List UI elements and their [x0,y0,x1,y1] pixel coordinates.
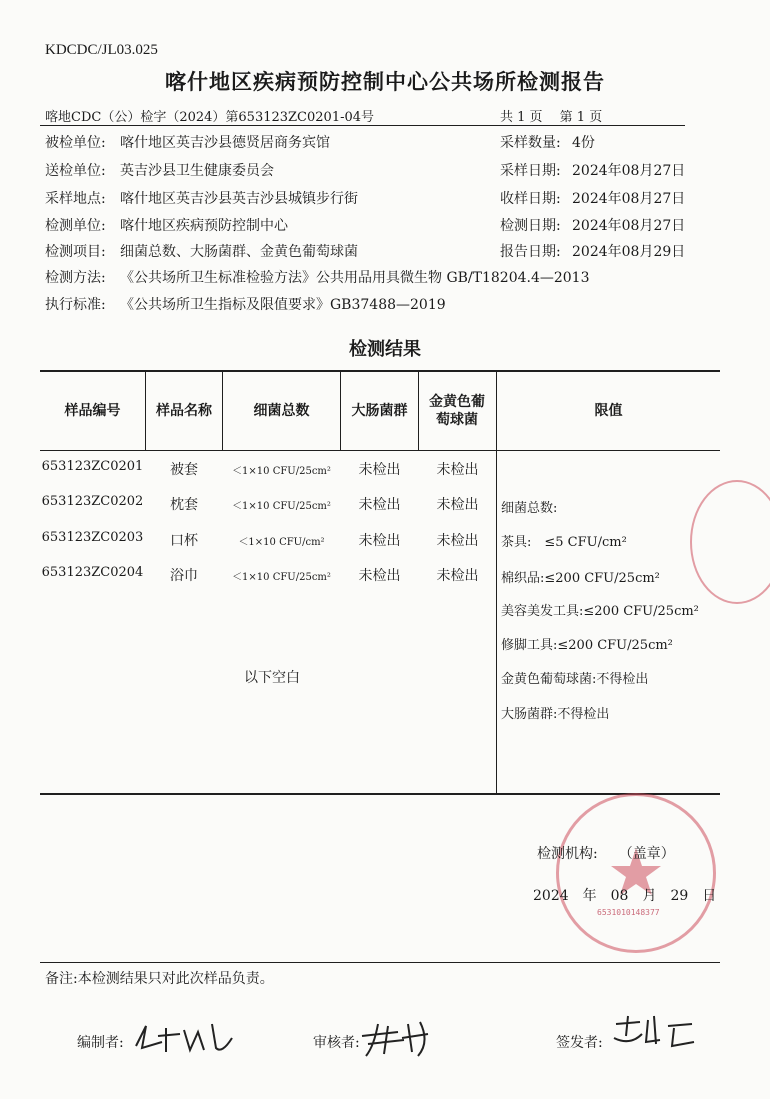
report-title: 喀什地区疾病预防控制中心公共场所检测报告 [165,69,605,94]
inspected-unit-value: 喀什地区英吉沙县德贤居商务宾馆 [120,135,330,151]
sample-count-value: 4份 [572,135,595,151]
seal-star-icon [559,796,713,950]
limit-item: 金黄色葡萄球菌:不得检出 [501,672,649,687]
standard-label: 执行标准: [45,297,106,313]
page-count: 共 1 页 第 1 页 [500,110,603,125]
limit-item: 茶具: ≤5 CFU/cm² [501,535,627,550]
limit-item: 修脚工具:≤200 CFU/25cm² [501,638,673,653]
sample-id: 653123ZC0203 [41,530,144,545]
header-coliform: 大肠菌群 [351,402,408,419]
test-date-label: 检测日期: [500,218,561,234]
blank-below-note: 以下空白 [244,670,300,686]
issuer-signature [610,1012,700,1056]
col-divider [418,371,419,451]
total-bacteria: ＜1×10 CFU/25cm² [232,572,331,583]
sampling-site-label: 采样地点: [45,191,106,207]
sampling-date-label: 采样日期: [500,163,561,179]
footnote: 备注:本检测结果只对此次样品负责。 [45,971,274,987]
seam-seal [690,480,770,604]
staph-result: 未检出 [436,533,479,549]
report-number: 喀地CDC（公）检字（2024）第653123ZC0201-04号 [45,110,375,125]
sample-name: 枕套 [170,497,198,513]
compiler-signature [132,1018,242,1058]
submitting-unit-label: 送检单位: [45,163,106,179]
total-bacteria: ＜1×10 CFU/cm² [238,537,325,548]
total-bacteria: ＜1×10 CFU/25cm² [232,501,331,512]
footer-divider [40,962,720,963]
testing-unit-value: 喀什地区疾病预防控制中心 [120,218,288,234]
coliform-result: 未检出 [358,462,401,478]
limit-item: 美容美发工具:≤200 CFU/25cm² [501,604,699,619]
sample-id: 653123ZC0204 [41,565,144,580]
standard-value: 《公共场所卫生指标及限值要求》GB37488—2019 [120,297,446,313]
report-date-value: 2024年08月29日 [572,244,686,260]
seal-number: 6531010148377 [597,908,660,917]
header-total-bacteria: 细菌总数 [253,402,310,419]
compiler-label: 编制者: [77,1035,124,1051]
coliform-result: 未检出 [358,533,401,549]
results-title: 检测结果 [349,339,421,360]
sampling-date-value: 2024年08月27日 [572,163,686,179]
sample-count-label: 采样数量: [500,135,561,151]
issuer-label: 签发者: [556,1035,603,1051]
table-header-border [40,450,720,451]
coliform-result: 未检出 [358,497,401,513]
header-sample-id: 样品编号 [64,402,121,419]
sampling-site-value: 喀什地区英吉沙县英吉沙县城镇步行街 [120,191,358,207]
header-sample-name: 样品名称 [156,402,212,419]
limit-item: 大肠菌群:不得检出 [501,707,610,722]
reviewer-signature [358,1016,438,1060]
method-value: 《公共场所卫生标准检验方法》公共用品用具微生物 GB/T18204.4—2013 [120,270,590,286]
limit-item: 细菌总数: [501,501,558,516]
header-limit: 限值 [594,402,623,419]
issue-date: 2024 年 08 月 29 日 [533,888,717,904]
submitting-unit-value: 英吉沙县卫生健康委员会 [120,163,274,179]
staph-result: 未检出 [436,462,479,478]
total-bacteria: ＜1×10 CFU/25cm² [232,466,331,477]
received-date-value: 2024年08月27日 [572,191,686,207]
staph-result: 未检出 [436,497,479,513]
test-items-label: 检测项目: [45,244,106,260]
sample-name: 浴巾 [170,568,198,584]
official-seal [556,793,716,953]
sample-name: 被套 [170,462,198,478]
sample-name: 口杯 [170,533,198,549]
received-date-label: 收样日期: [500,191,561,207]
staph-result: 未检出 [436,568,479,584]
agency-seal-label: 检测机构: （盖章） [537,846,675,862]
testing-unit-label: 检测单位: [45,218,106,234]
header-staph-aureus: 金黄色葡萄球菌 [429,393,485,428]
method-label: 检测方法: [45,270,106,286]
sample-id: 653123ZC0201 [41,459,144,474]
document-code: KDCDC/JL03.025 [45,42,158,58]
header-divider [40,125,685,126]
report-date-label: 报告日期: [500,244,561,260]
reviewer-label: 审核者: [313,1035,360,1051]
sample-id: 653123ZC0202 [41,494,144,509]
inspected-unit-label: 被检单位: [45,135,106,151]
test-items-value: 细菌总数、大肠菌群、金黄色葡萄球菌 [120,244,358,260]
limit-item: 棉织品:≤200 CFU/25cm² [501,571,660,586]
coliform-result: 未检出 [358,568,401,584]
test-date-value: 2024年08月27日 [572,218,686,234]
